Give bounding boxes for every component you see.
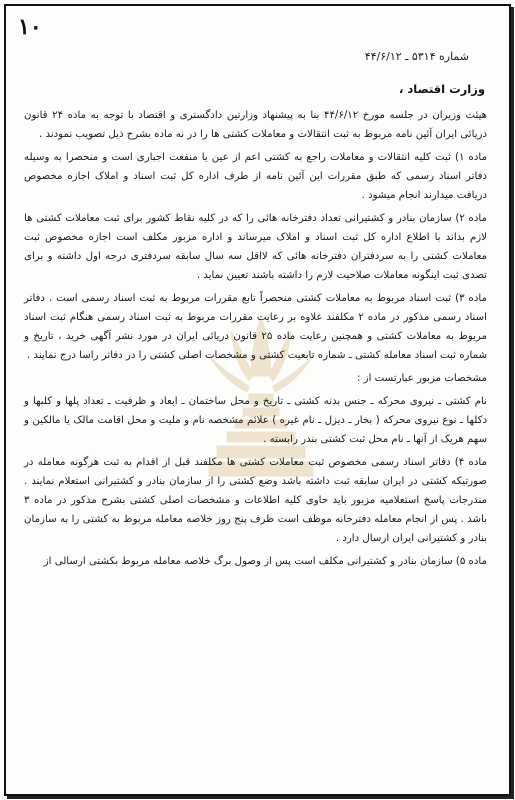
article-2-paragraph: ماده ۲) سازمان بنادر و کشتیرانی تعداد دفترخانه هائی را که در کلیه نقاط کشور برای ثبت معاملات کشتی ها لازم بداند با اطلاع اداره کل ثبت اسناد و املاک میرساند و اداره مزبور مکلف است اجازه مخصوص ثبت معاملات کشتی را به سردفتران دفترخانه هائی که لااقل سه سال سابقه سردفتری درجه اول داشته و برای تصدی ثبت اینگونه معاملات صلاحیت لازم را داشته باشند تعیین نماید . xyxy=(24,213,487,281)
specifications-heading: مشخصات مزبور عبارتست از : xyxy=(357,373,487,384)
specifications-list: نام کشتی ـ نیروی محرکه ـ جنس بدنه کشتی ـ تاریخ و محل ساختمان ـ ابعاد و ظرفیت ـ تعداد پلها و کلبها و دکلها ـ نوع نیروی محرکه ( بخار ـ دیزل ـ نام غیره ) علائم مشخصه نام و ملیت و محل اقامت مالک یا مالکین و سهم هریک از آنها ـ نام محل ثبت کشتی بندر رابسته . xyxy=(24,396,487,445)
article-1-paragraph: ماده ۱) ثبت کلیه انتقالات و معاملات راجع به کشتی اعم از عین یا منفعت اجباری است و منحصرا به وسیله دفاتر اسناد رسمی که طبق مقررات این آئین نامه از طرف اداره کل ثبت اسناد و املاک اجازه مخصوص دریافت میدارند انجام میشود . xyxy=(24,152,487,201)
article-3-paragraph: ماده ۳) ثبت اسناد مربوط به معاملات کشتی منحصراً تابع مقررات مربوط به ثبت اسناد رسمی است . دفاتر اسناد رسمی مذکور در ماده ۲ مکلفند علاوه بر رعایت مقررات مربوط به ثبت اسناد رسمی هنگام ثبت اسناد مربوط به معاملات کشتی و همچنین رعایت ماده ۲۵ قانون دریائی ایران در مورد نشر آگهی خرید ، تاریخ و شماره ثبت اسناد معامله کشتی ـ شماره تابعیت کشتی و مشخصات اصلی کشتی را در دفاتر راسا درج نمایند . xyxy=(24,293,488,361)
document-body xyxy=(24,106,487,774)
reference-number: شماره ۵۳۱۴ ـ ۴۴/۶/۱۲ xyxy=(364,50,469,63)
article-4-paragraph: ماده ۴) دفاتر اسناد رسمی مخصوص ثبت معاملات کشتی ها مکلفند قبل از اقدام به ثبت هرگونه معامله در صورتیکه کشتی در ایران سابقه ثبت داشته باشد وضع کشتی را از سازمان بنادر و کشتیرانی استعلام نمایند . مندرجات پاسخ استعلامیه مزبور باید حاوی کلیه اطلاعات و مشخصات اصلی کشتی بشرح مذکور در ماده ۳ باشد . پس از انجام معامله دفترخانه موظف است ظرف پنج روز خلاصه معامله مربوط به کشتی را به سازمان بنادر و کشتیرانی ایران ارسال دارد . xyxy=(24,457,487,544)
preamble-paragraph: هیئت وزیران در جلسه مورخ ۴۴/۶/۱۲ بنا به پیشنهاد وزارتین دادگستری و اقتصاد با توجه به ماده ۲۴ قانون دریائی ایران آئین نامه مربوط به ثبت انتقالات و معاملات کشتی ها را در نه ماده بشرح ذیل تصویب نمودند . xyxy=(24,110,488,140)
addressee-ministry: وزارت اقتصاد ، xyxy=(399,82,485,96)
document-page xyxy=(4,4,511,796)
article-5-paragraph: ماده ۵) سازمان بنادر و کشتیرانی مکلف است پس از وصول برگ خلاصه معامله مربوط بکشتی ارسالی از xyxy=(43,556,487,567)
handwritten-page-number: ۱۰ xyxy=(18,14,42,40)
